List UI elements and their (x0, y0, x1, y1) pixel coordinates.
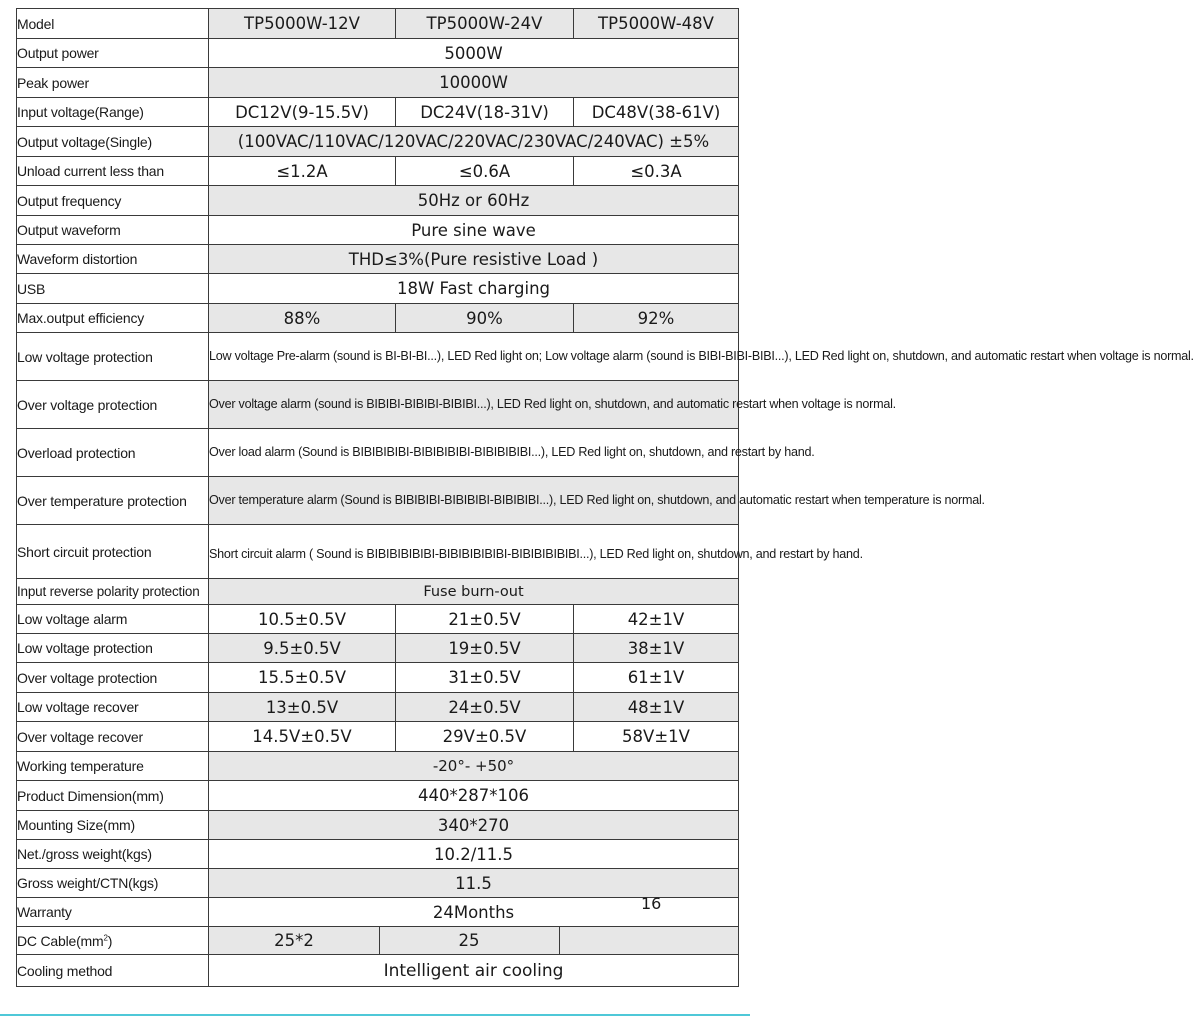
row-cooling-method (17, 955, 739, 987)
row-label: Low voltage recover (17, 693, 209, 722)
cell-24v: 21±0.5V (396, 605, 574, 634)
row-description: Over temperature alarm (Sound is BIBIBIBI-BIBIBIBI-BIBIBIBI...), LED Red light on, shutdown, and automatic restart when temperature is normal. (209, 477, 739, 525)
row-over-voltage-protection-desc (17, 381, 739, 429)
row-output-frequency (17, 186, 739, 216)
row-value: Pure sine wave (209, 216, 739, 245)
header-row (17, 9, 739, 39)
model-12v: TP5000W-12V (209, 9, 396, 39)
row-gross-weight-ctn (17, 869, 739, 898)
row-value: 11.5 (209, 869, 739, 898)
row-description: Short circuit alarm ( Sound is BIBIBIBIBIBI-BIBIBIBIBIBI-BIBIBIBIBIBI...), LED Red light on, shutdown, and restart by hand. (209, 525, 739, 579)
row-label: Over temperature protection (17, 477, 209, 525)
row-label: Cooling method (17, 955, 209, 987)
cell-48v: 61±1V (574, 663, 739, 693)
row-over-voltage-recover (17, 722, 739, 752)
row-value: 50Hz or 60Hz (209, 186, 739, 216)
row-label: Input reverse polarity protection (17, 579, 209, 605)
cell-12v: 13±0.5V (209, 693, 396, 722)
cell-12v: DC12V(9-15.5V) (209, 98, 396, 127)
row-label: USB (17, 274, 209, 304)
cell-12v: 88% (209, 304, 396, 333)
row-working-temperature (17, 752, 739, 781)
bottom-accent-line (0, 1014, 750, 1016)
row-value: 340*270 (209, 811, 739, 840)
row-value: (100VAC/110VAC/120VAC/220VAC/230VAC/240VAC) ±5% (209, 127, 739, 157)
spec-table (16, 8, 1194, 987)
row-value: 18W Fast charging (209, 274, 739, 304)
row-label: Output waveform (17, 216, 209, 245)
cell-24v: 31±0.5V (396, 663, 574, 693)
row-label: Low voltage alarm (17, 605, 209, 634)
row-label: Output frequency (17, 186, 209, 216)
row-value: 5000W (209, 39, 739, 68)
dc-cable-label-close: ) (107, 932, 113, 949)
row-label: Low voltage protection (17, 333, 209, 381)
row-low-voltage-protection (17, 634, 739, 663)
cell-24v: 25 (458, 931, 480, 950)
row-unload-current (17, 157, 739, 186)
row-value: -20°- +50° (209, 752, 739, 781)
cell-48v: 48±1V (574, 693, 739, 722)
row-description: Over load alarm (Sound is BIBIBIBIBI-BIBIBIBIBI-BIBIBIBIBI...), LED Red light on, shutdown, and restart by hand. (209, 429, 739, 477)
cell-12v: 10.5±0.5V (209, 605, 396, 634)
row-label: Over voltage protection (17, 663, 209, 693)
row-low-voltage-recover (17, 693, 739, 722)
cell-12v: 14.5V±0.5V (209, 722, 396, 752)
row-label: Output power (17, 39, 209, 68)
row-value: 24Months (209, 898, 739, 927)
row-overload-protection (17, 429, 739, 477)
cell-12v: 15.5±0.5V (209, 663, 396, 693)
cell-48v: ≤0.3A (574, 157, 739, 186)
row-description: Low voltage Pre-alarm (sound is BI-BI-BI...), LED Red light on; Low voltage alarm (sound is BIBI-BIBI-BIBI...), LED Red light on, shutdown, and automatic restart when voltage is normal. (209, 333, 739, 381)
cell-12v: 25*2 (274, 931, 314, 950)
row-label: Gross weight/CTN(kgs) (17, 869, 209, 898)
cell-48v: DC48V(38-61V) (574, 98, 739, 127)
stray-page-number: 16 (641, 894, 662, 913)
row-waveform-distortion (17, 245, 739, 274)
row-label: Overload protection (17, 429, 209, 477)
row-label: Unload current less than (17, 157, 209, 186)
row-value: 10000W (209, 68, 739, 98)
row-label: Short circuit protection (17, 525, 209, 579)
row-label: Warranty (17, 898, 209, 927)
row-label: Low voltage protection (17, 634, 209, 663)
row-output-voltage (17, 127, 739, 157)
cell-48v: 38±1V (574, 634, 739, 663)
row-usb (17, 274, 739, 304)
row-value: 10.2/11.5 (209, 840, 739, 869)
row-product-dimension (17, 781, 739, 811)
dc-cable-values (209, 927, 739, 955)
row-label: Product Dimension(mm) (17, 781, 209, 811)
cell-12v: 9.5±0.5V (209, 634, 396, 663)
row-peak-power (17, 68, 739, 98)
row-dc-cable (17, 927, 739, 955)
cell-48v (559, 931, 738, 950)
row-over-temperature-protection (17, 477, 739, 525)
row-over-voltage-protection (17, 663, 739, 693)
row-value: THD≤3%(Pure resistive Load ) (209, 245, 739, 274)
row-label: Net./gross weight(kgs) (17, 840, 209, 869)
row-label: Over voltage recover (17, 722, 209, 752)
row-net-gross-weight (17, 840, 739, 869)
cell-24v: DC24V(18-31V) (396, 98, 574, 127)
row-value: 440*287*106 (209, 781, 739, 811)
dc-cable-divider (559, 927, 560, 954)
row-label (17, 927, 209, 955)
row-input-voltage (17, 98, 739, 127)
row-label: Over voltage protection (17, 381, 209, 429)
row-label: Mounting Size(mm) (17, 811, 209, 840)
cell-48v: 92% (574, 304, 739, 333)
row-efficiency (17, 304, 739, 333)
row-low-voltage-alarm (17, 605, 739, 634)
row-short-circuit-protection (17, 525, 739, 579)
cell-24v: 19±0.5V (396, 634, 574, 663)
row-label: Input voltage(Range) (17, 98, 209, 127)
cell-24v: ≤0.6A (396, 157, 574, 186)
cell-48v: 42±1V (574, 605, 739, 634)
row-label: Peak power (17, 68, 209, 98)
row-description: Over voltage alarm (sound is BIBIBI-BIBIBI-BIBIBI...), LED Red light on, shutdown, and automatic restart when voltage is normal. (209, 381, 739, 429)
row-value: Intelligent air cooling (209, 955, 739, 987)
cell-24v: 29V±0.5V (396, 722, 574, 752)
cell-12v: ≤1.2A (209, 157, 396, 186)
cell-48v: 58V±1V (574, 722, 739, 752)
model-48v: TP5000W-48V (574, 9, 739, 39)
row-warranty (17, 898, 739, 927)
row-label: Waveform distortion (17, 245, 209, 274)
row-label: Working temperature (17, 752, 209, 781)
cell-24v: 24±0.5V (396, 693, 574, 722)
dc-cable-label-superscript: 2 (103, 932, 108, 942)
model-24v: TP5000W-24V (396, 9, 574, 39)
header-label: Model (17, 9, 209, 39)
dc-cable-divider (379, 927, 380, 954)
row-low-voltage-protection-desc (17, 333, 739, 381)
row-output-power (17, 39, 739, 68)
row-label: Output voltage(Single) (17, 127, 209, 157)
row-reverse-polarity (17, 579, 739, 605)
dc-cable-label: DC Cable(mm (17, 932, 104, 949)
row-output-waveform (17, 216, 739, 245)
row-value: Fuse burn-out (209, 579, 739, 605)
cell-24v: 90% (396, 304, 574, 333)
row-label: Max.output efficiency (17, 304, 209, 333)
row-mounting-size (17, 811, 739, 840)
